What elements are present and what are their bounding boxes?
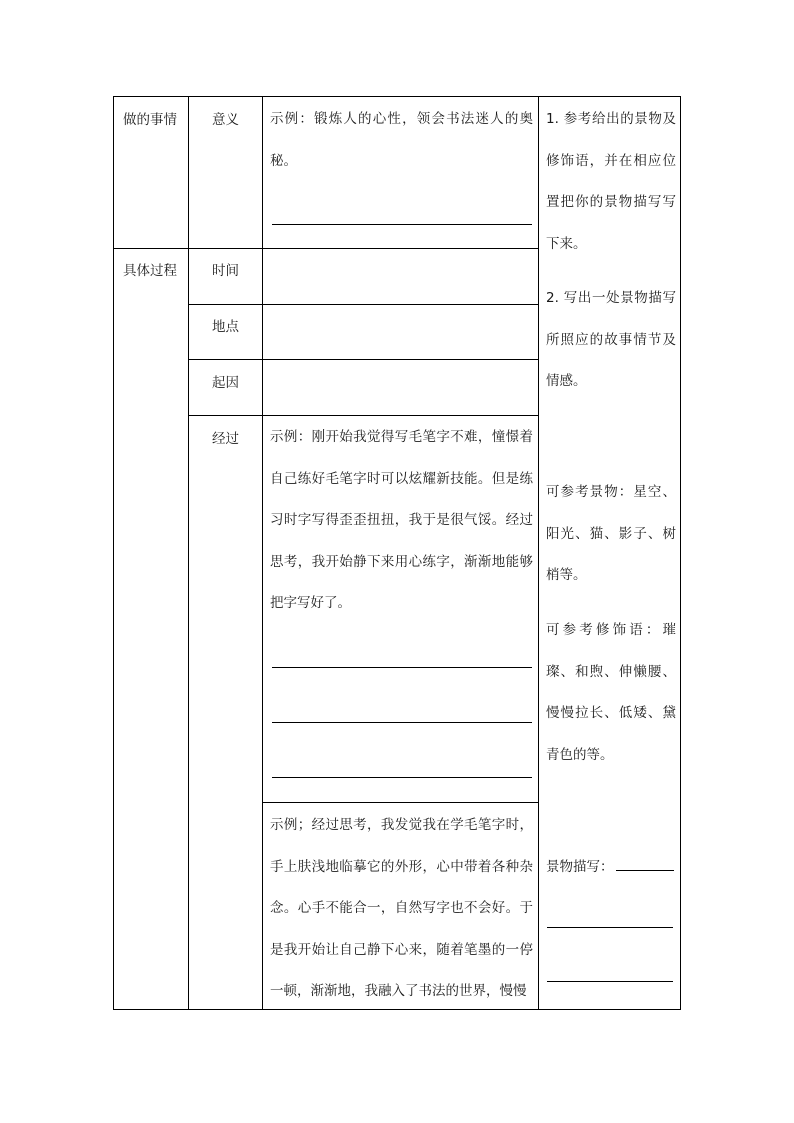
row-label-thing: 做的事情 xyxy=(123,112,177,128)
row-divider-time xyxy=(188,304,538,305)
modifier-reference: 可参考修饰语：璀璨、和煦、伸懒腰、慢慢拉长、低矮、黛青色的等。 xyxy=(546,622,676,763)
sub-label-place: 地点 xyxy=(212,319,239,335)
scenery-reference: 可参考景物：星空、阳光、猫、影子、树梢等。 xyxy=(546,484,676,583)
scenery-write-label: 景物描写： xyxy=(546,859,614,875)
tip-2: 2. 写出一处景物描写所照应的故事情节及情感。 xyxy=(546,290,676,389)
scenery-answer-line-2[interactable] xyxy=(547,981,673,982)
scenery-answer-line-1[interactable] xyxy=(547,927,673,928)
row-divider-meaning xyxy=(114,248,538,249)
sub-label-course: 经过 xyxy=(212,431,239,447)
col-divider-3 xyxy=(538,97,539,1009)
row-divider-course-split xyxy=(262,802,538,803)
col-divider-1 xyxy=(188,97,189,1009)
meaning-answer-line[interactable] xyxy=(272,224,532,225)
course-answer-line-3[interactable] xyxy=(272,777,532,778)
course-answer-line-2[interactable] xyxy=(272,722,532,723)
course-example-2: 示例；经过思考，我发觉我在学毛笔字时，手上肤浅地临摹它的外形，心中带着各种杂念。心手不能合一，自然写字也不会好。于是我开始让自己静下心来，随着笔墨的一停一顿，渐渐地，我融入了书法的世界，慢慢 xyxy=(270,817,533,999)
row-divider-cause xyxy=(188,415,538,416)
row-divider-place xyxy=(188,359,538,360)
course-example-1: 示例：刚开始我觉得写毛笔字不难，憧憬着自己练好毛笔字时可以炫耀新技能。但是练习时字写得歪歪扭扭，我于是很气馁。经过思考，我开始静下来用心练字，渐渐地能够把字写好了。 xyxy=(270,429,533,611)
tip-1: 1. 参考给出的景物及修饰语，并在相应位置把你的景物描写写下来。 xyxy=(546,111,676,252)
sub-label-meaning: 意义 xyxy=(212,112,239,128)
sub-label-cause: 起因 xyxy=(212,375,239,391)
scenery-write-row xyxy=(546,856,674,877)
course-answer-line-1[interactable] xyxy=(272,667,532,668)
col-divider-2 xyxy=(262,97,263,1009)
scenery-write-blank[interactable] xyxy=(616,856,674,871)
row-label-process: 具体过程 xyxy=(123,263,177,279)
worksheet-table xyxy=(113,96,681,1010)
meaning-example: 示例：锻炼人的心性，领会书法迷人的奥秘。 xyxy=(270,111,533,169)
sub-label-time: 时间 xyxy=(212,263,239,279)
